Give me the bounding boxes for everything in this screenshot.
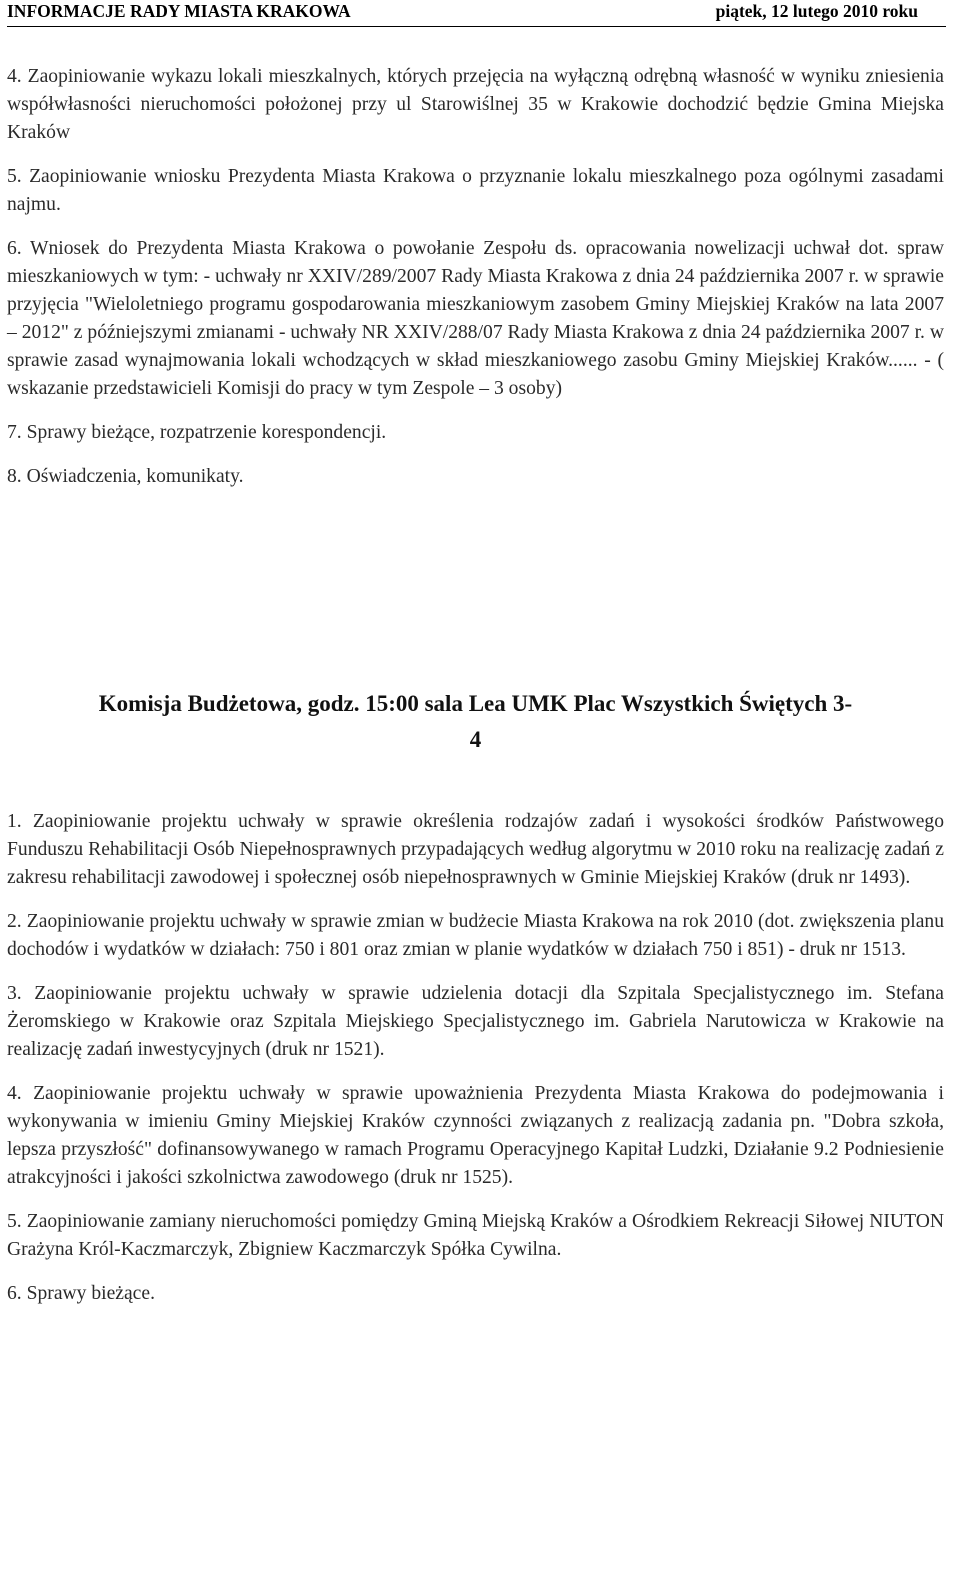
agenda-item: 4. Zaopiniowanie projektu uchwały w sprawie upoważnienia Prezydenta Miasta Krakowa do podejmowania i wykonywania w imieniu Gminy Miejskiej Kraków czynności związanych z realizacją zadania pn. "Dobra szkoła, lepsza przyszłość" dofinansowywanego w ramach Programu Operacyjnego Kapitał Ludzki, Działanie 9.2 Podniesienie atrakcyjności i jakości szkolnictwa zawodowego (druk nr 1525). — [7, 1083, 944, 1188]
section-title-line: Komisja Budżetowa, godz. 15:00 sala Lea UMK Plac Wszystkich Świętych 3- — [98, 691, 853, 716]
publication-title: INFORMACJE RADY MIASTA KRAKOWA — [7, 1, 351, 21]
agenda-item: 5. Zaopiniowanie zamiany nieruchomości pomiędzy Gminą Miejską Kraków a Ośrodkiem Rekreacji Siłowej NIUTON Grażyna Król-Kaczmarczyk, Zbigniew Kaczmarczyk Spółka Cywilna. — [7, 1211, 944, 1260]
agenda-item: 6. Wniosek do Prezydenta Miasta Krakowa o powołanie Zespołu ds. opracowania nowelizacji uchwał dot. spraw mieszkaniowych w tym: - uchwały nr XXIV/289/2007 Rady Miasta Krakowa z dnia 24 października 2007 r. w sprawie przyjęcia "Wieloletniego programu gospodarowania mieszkaniowym zasobem Gminy Miejskiej Kraków na lata 2007 – 2012" z późniejszymi zmianami - uchwały NR XXIV/288/07 Rady Miasta Krakowa z dnia 24 października 2007 r. w sprawie zasad wynajmowania lokali wchodzących w skład mieszkaniowego zasobu Gminy Miejskiej Kraków...... - ( wskazanie przedstawicieli Komisji do pracy w tym Zespole – 3 osoby) — [7, 238, 944, 399]
agenda-item: 8. Oświadczenia, komunikaty. — [7, 466, 244, 487]
agenda-section-housing — [7, 63, 944, 491]
agenda-item: 7. Sprawy bieżące, rozpatrzenie korespondencji. — [7, 422, 387, 443]
section-title-line: 4 — [469, 727, 482, 752]
agenda-item: 5. Zaopiniowanie wniosku Prezydenta Miasta Krakowa o przyznanie lokalu mieszkalnego poza ogólnymi zasadami najmu. — [7, 166, 944, 215]
agenda-section-budget — [7, 808, 944, 1308]
agenda-item: 6. Sprawy bieżące. — [7, 1283, 155, 1304]
section-heading-budget — [7, 686, 944, 758]
agenda-item: 3. Zaopiniowanie projektu uchwały w sprawie udzielenia dotacji dla Szpitala Specjalistycznego im. Stefana Żeromskiego w Krakowie oraz Szpitala Miejskiego Specjalistycznego im. Gabriela Narutowicza w Krakowie na realizację zadań inwestycyjnych (druk nr 1521). — [7, 983, 944, 1060]
agenda-item: 2. Zaopiniowanie projektu uchwały w sprawie zmian w budżecie Miasta Krakowa na rok 2010 (dot. zwiększenia planu dochodów i wydatków w działach: 750 i 801 oraz zmian w planie wydatków w działach 750 i 851) - druk nr 1513. — [7, 911, 944, 960]
agenda-item: 1. Zaopiniowanie projektu uchwały w sprawie określenia rodzajów zadań i wysokości środków Państwowego Funduszu Rehabilitacji Osób Niepełnosprawnych przypadających według algorytmu w 2010 roku na realizację zadań z zakresu rehabilitacji zawodowej i społecznej osób niepełnosprawnych w Gminie Miejskiej Kraków (druk nr 1493). — [7, 811, 944, 888]
agenda-item: 4. Zaopiniowanie wykazu lokali mieszkalnych, których przejęcia na wyłączną odrębną własność w wyniku zniesienia współwłasności nieruchomości położonej przy ul Starowiślnej 35 w Krakowie dochodzić będzie Gmina Miejska Kraków — [7, 66, 944, 143]
publication-date: piątek, 12 lutego 2010 roku — [715, 1, 918, 21]
page-header — [7, 0, 946, 27]
